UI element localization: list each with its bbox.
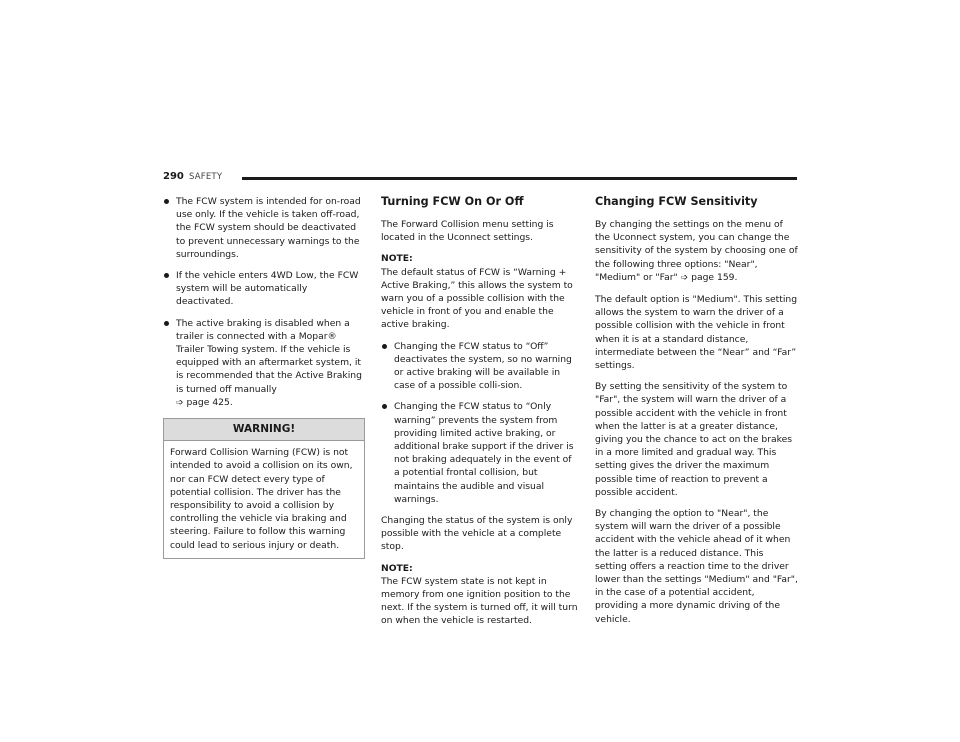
page-reference-link[interactable]: page 425. xyxy=(186,396,233,408)
paragraph-text: By changing the settings on the menu of the Uconnect system, you can change the sensitivity of the system by choosing one of the following three options: "Near", "Medium" or "Far" xyxy=(595,219,798,283)
note-text: The default status of FCW is “Warning + Active Braking,” this allows the system to warn you of a possible collision with the vehicle in front of you and enable the active braking. xyxy=(381,266,573,331)
bullet-text: Changing the FCW status to “Only warning” prevents the system from providing limited active braking, or additional brake support if the driver is not braking adequately in the event of a potential frontal collision, but maintains the audible and visual warnings. xyxy=(394,401,574,505)
warning-body: Forward Collision Warning (FCW) is not intended to avoid a collision on its own, nor can FCW detect every type of potential collision. The driver has the responsibility to avoid a collision by controlling the vehicle via braking and steering. Failure to follow this warning could lead to serious injury or death. xyxy=(170,447,353,551)
list-item xyxy=(163,269,365,309)
bullet-icon xyxy=(382,404,387,409)
note-text: The FCW system state is not kept in memory from one ignition position to the next. If the system is turned off, it will turn on when the vehicle is restarted. xyxy=(381,575,578,627)
bullet-text: If the vehicle enters 4WD Low, the FCW system will be automatically deactivated. xyxy=(176,270,359,308)
section-heading-sensitivity: Changing FCW Sensitivity xyxy=(595,195,758,208)
bullet-text: The FCW system is intended for on-road use only. If the vehicle is taken off-road, the FCW system should be deactivated to prevent unnecessary warnings to the surroundings. xyxy=(176,196,361,260)
paragraph xyxy=(595,218,798,285)
bullet-icon xyxy=(164,321,169,326)
section-title: SAFETY xyxy=(189,172,223,182)
status-paragraph: Changing the status of the system is only possible with the vehicle at a complete stop. xyxy=(381,515,573,553)
bullet-text: The active braking is disabled when a trailer is connected with a Mopar® Trailer Towing system. If the vehicle is equipped with an aftermarket system, it is recommended that the Active Braking is turned off manually xyxy=(176,317,362,395)
list-item xyxy=(163,195,365,261)
page-number: 290 xyxy=(163,171,184,182)
note-block xyxy=(381,562,579,628)
page-ref-arrow-icon: ➩ xyxy=(176,397,184,408)
page-header xyxy=(163,171,797,185)
paragraph: By changing the option to "Near", the system will warn the driver of a possible accident with the vehicle ahead of it when the latter is a reduced distance. This setting offers a reaction time to the driver lower than the settings "Medium" and "Far", in the case of a potential accident, providing a more dynamic driving of the vehicle. xyxy=(595,508,798,625)
bullet-icon xyxy=(164,199,169,204)
fcw-status-bullets xyxy=(381,340,579,506)
warning-box xyxy=(163,418,365,559)
intro-paragraph: The Forward Collision menu setting is located in the Uconnect settings. xyxy=(381,219,554,244)
paragraph: The default option is "Medium". This setting allows the system to warn the driver of a possible collision with the vehicle in front when it is at a standard distance, intermediate between the “Near” and “Far” settings. xyxy=(595,294,798,372)
page-reference-link[interactable]: page 159. xyxy=(691,271,738,283)
list-item xyxy=(163,317,365,410)
bullet-icon xyxy=(382,344,387,349)
page-ref-arrow-icon: ➩ xyxy=(680,272,689,283)
fcw-usage-bullets xyxy=(163,195,365,410)
column-2 xyxy=(381,195,579,636)
column-1 xyxy=(163,195,365,559)
note-label: NOTE: xyxy=(381,253,413,265)
column-3 xyxy=(595,195,798,634)
list-item xyxy=(381,340,579,393)
note-block xyxy=(381,252,579,331)
bullet-icon xyxy=(164,273,169,278)
header-rule xyxy=(242,177,797,180)
list-item xyxy=(381,400,579,506)
warning-title: WARNING! xyxy=(164,419,364,441)
note-label: NOTE: xyxy=(381,562,413,574)
bullet-text: Changing the FCW status to “Off” deactivates the system, so no warning or active braking will be available in case of a possible colli-sion. xyxy=(394,340,572,392)
paragraph: By setting the sensitivity of the system to "Far", the system will warn the driver of a possible accident with the vehicle in front when the latter is at a greater distance, giving you the chance to act on the brakes in a more limited and gradual way. This setting gives the driver the maximum possible time of reaction to prevent a possible accident. xyxy=(595,381,793,498)
section-heading-turning-fcw: Turning FCW On Or Off xyxy=(381,195,524,208)
